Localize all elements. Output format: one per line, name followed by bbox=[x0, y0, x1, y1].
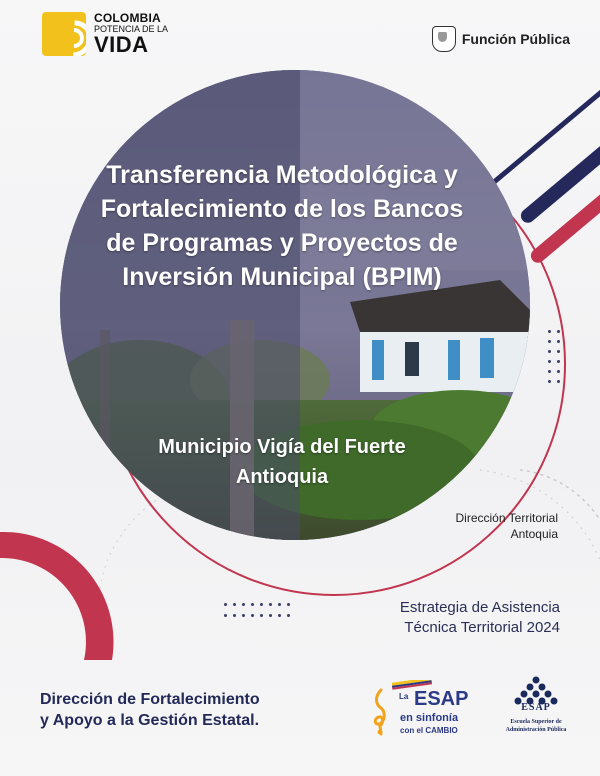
esap-wordmark: ESAP bbox=[414, 688, 469, 710]
subtitle-department: Antioquia bbox=[235, 466, 329, 488]
esap-la: La bbox=[399, 692, 409, 701]
territorial-line-1: Dirección Territorial bbox=[455, 511, 558, 525]
decor-dot-grid-right bbox=[548, 330, 560, 383]
strategy-line-2: Técnica Territorial 2024 bbox=[404, 619, 560, 636]
directorate-name bbox=[40, 689, 260, 731]
esap-full-line-1: Escuela Superior de bbox=[510, 719, 562, 725]
esap-name: ESAP bbox=[521, 702, 551, 713]
directorate-line-1: Dirección de Fortalecimiento bbox=[40, 691, 260, 708]
treble-clef-icon bbox=[372, 688, 388, 736]
decor-dot-grid-bottom bbox=[224, 603, 290, 617]
strategy-label bbox=[400, 598, 560, 638]
document-subtitle bbox=[92, 432, 472, 492]
strategy-line-1: Estrategia de Asistencia bbox=[399, 599, 560, 616]
logo-line-1: COLOMBIA bbox=[94, 11, 161, 25]
funcion-publica-label: Función Pública bbox=[461, 31, 570, 47]
directorate-line-2: y Apoyo a la Gestión Estatal. bbox=[40, 712, 260, 729]
document-title: Transferencia Metodológica y Fortalecimiento de los Bancos de Programas y Proyectos de Inversión Municipal (BPIM) bbox=[100, 161, 464, 291]
territorial-line-2: Antoquia bbox=[510, 527, 558, 541]
decor-red-arc bbox=[0, 520, 140, 670]
logo-line-2: POTENCIA DE LA bbox=[94, 24, 169, 34]
esap-con-el-cambio: con el CAMBIO bbox=[400, 726, 458, 735]
esap-institutional-logo bbox=[486, 676, 586, 752]
territorial-direction bbox=[456, 510, 558, 542]
subtitle-municipality: Municipio Vigía del Fuerte bbox=[158, 436, 406, 458]
logo-line-3: VIDA bbox=[94, 32, 149, 57]
esap-sinfonia-logo bbox=[372, 680, 482, 740]
esap-sinfonia: en sinfonía bbox=[400, 712, 459, 724]
esap-full-name bbox=[486, 718, 586, 734]
esap-full-line-2: Administración Pública bbox=[505, 727, 567, 733]
